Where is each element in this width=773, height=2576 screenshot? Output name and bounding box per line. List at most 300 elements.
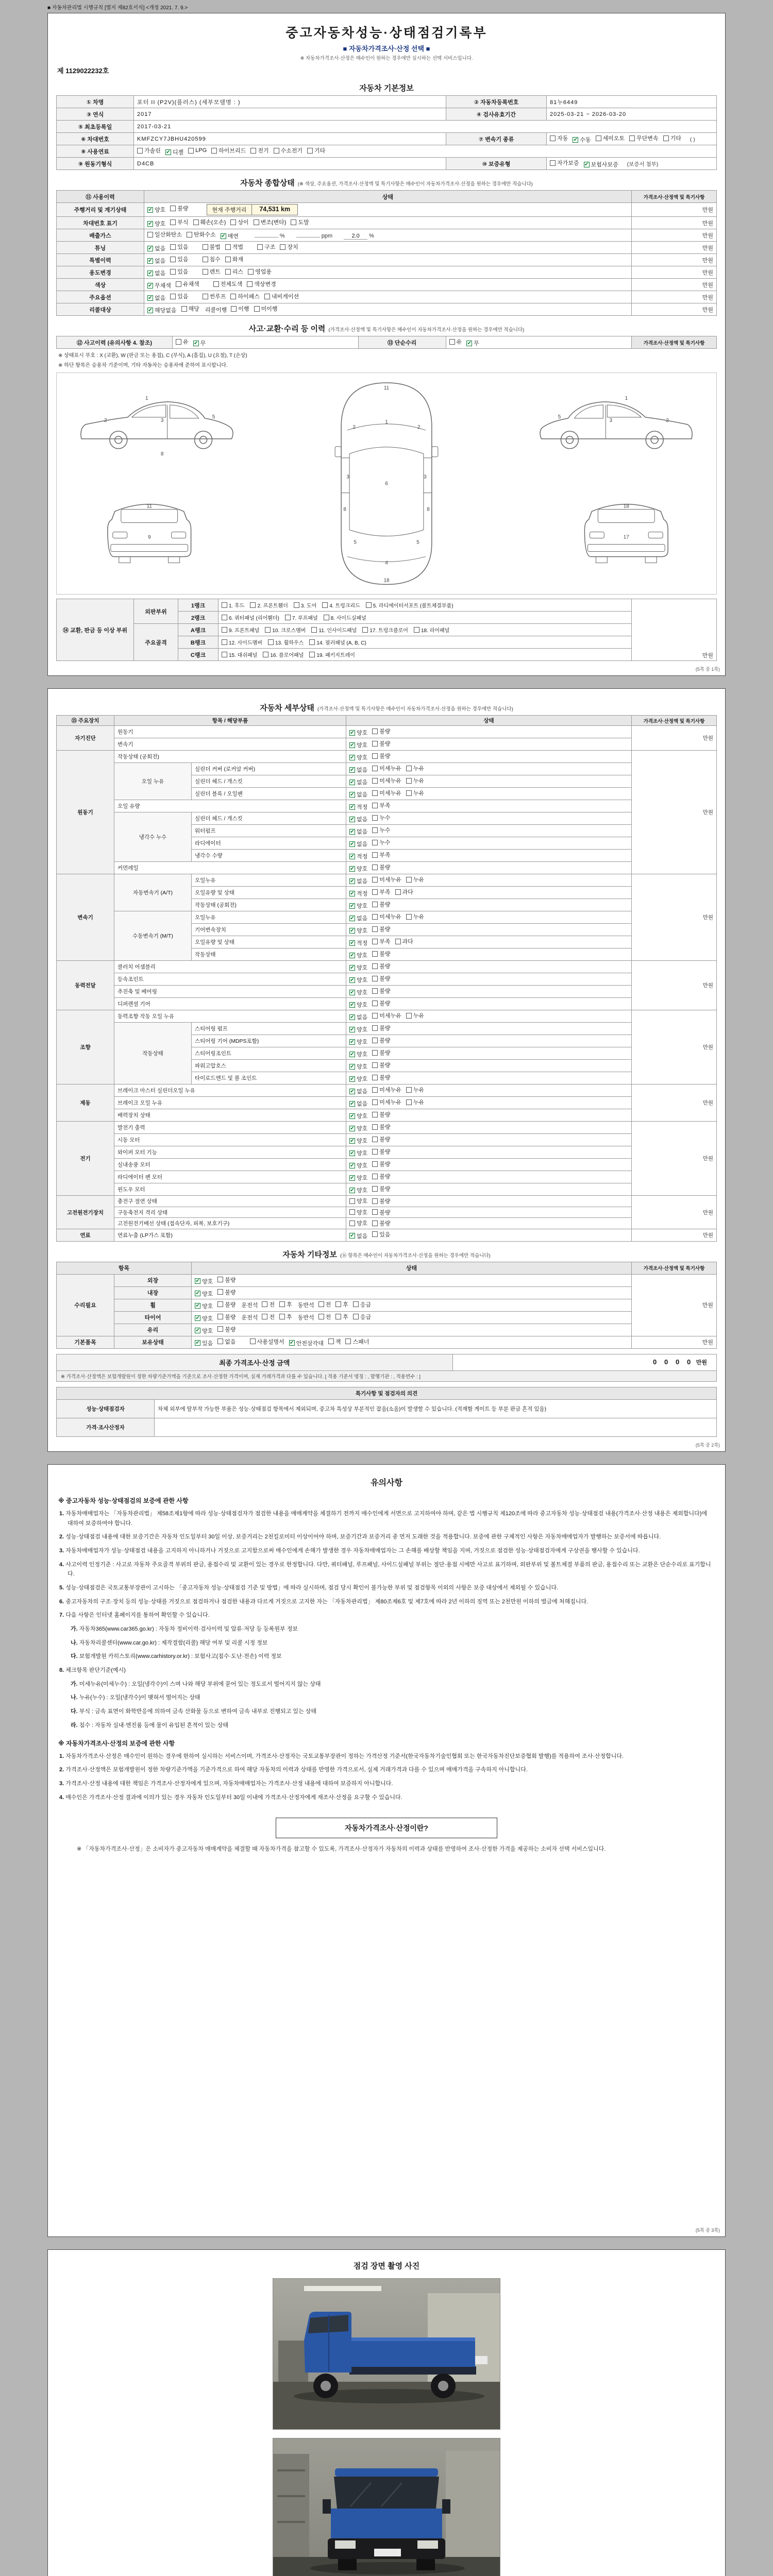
checkbox-option[interactable] (257, 243, 275, 251)
checkbox-unchecked[interactable] (213, 281, 219, 287)
checkbox-option[interactable] (195, 1277, 213, 1285)
checkbox-unchecked[interactable] (395, 939, 401, 944)
checkbox-option[interactable] (170, 243, 188, 251)
checkbox-checked[interactable]: ✔ (350, 1150, 355, 1156)
checkbox-unchecked[interactable] (263, 652, 268, 657)
checkbox-option[interactable] (349, 1013, 367, 1021)
checkbox-option[interactable] (170, 204, 188, 212)
checkbox-unchecked[interactable] (231, 306, 237, 312)
checkbox-option[interactable] (279, 1313, 292, 1321)
checkbox-option[interactable] (170, 218, 188, 226)
checkbox-unchecked[interactable] (225, 269, 231, 275)
checkbox-unchecked[interactable] (262, 1301, 267, 1307)
checkbox-option[interactable] (362, 626, 408, 634)
checkbox-unchecked[interactable] (372, 914, 378, 920)
checkbox-option[interactable] (349, 840, 367, 848)
checkbox-unchecked[interactable] (222, 627, 227, 633)
checkbox-unchecked[interactable] (322, 602, 328, 608)
checkbox-option[interactable] (406, 789, 424, 797)
checkbox-option[interactable] (193, 218, 226, 226)
checkbox-option[interactable] (222, 651, 257, 658)
checkbox-unchecked[interactable] (629, 135, 635, 141)
checkbox-unchecked[interactable] (217, 1338, 223, 1344)
checkbox-option[interactable] (349, 803, 367, 811)
checkbox-option[interactable] (629, 134, 659, 142)
checkbox-unchecked[interactable] (406, 914, 412, 920)
checkbox-checked[interactable]: ✔ (350, 952, 355, 958)
checkbox-option[interactable] (372, 974, 390, 982)
checkbox-option[interactable] (318, 1313, 331, 1321)
checkbox-option[interactable] (372, 1086, 401, 1094)
checkbox-checked[interactable]: ✔ (350, 890, 355, 896)
checkbox-unchecked[interactable] (372, 728, 378, 734)
checkbox-option[interactable] (349, 889, 367, 897)
checkbox-option[interactable] (372, 801, 390, 809)
checkbox-unchecked[interactable] (372, 1075, 378, 1080)
checkbox-checked[interactable]: ✔ (195, 1340, 200, 1346)
checkbox-option[interactable] (309, 651, 355, 658)
checkbox-unchecked[interactable] (222, 639, 227, 645)
checkbox-checked[interactable]: ✔ (350, 977, 355, 983)
checkbox-option[interactable] (203, 255, 221, 263)
checkbox-option[interactable] (349, 827, 367, 836)
checkbox-option[interactable] (289, 1339, 324, 1347)
checkbox-option[interactable] (280, 243, 298, 251)
checkbox-unchecked[interactable] (372, 1124, 378, 1130)
checkbox-option[interactable] (372, 727, 390, 735)
checkbox-option[interactable] (268, 638, 304, 646)
checkbox-checked[interactable]: ✔ (573, 137, 578, 143)
checkbox-unchecked[interactable] (170, 257, 176, 262)
checkbox-option[interactable] (349, 1075, 367, 1083)
checkbox-unchecked[interactable] (663, 135, 669, 141)
checkbox-unchecked[interactable] (217, 1326, 223, 1332)
checkbox-option[interactable] (372, 1147, 390, 1156)
checkbox-unchecked[interactable] (222, 652, 227, 657)
checkbox-option[interactable] (147, 294, 165, 302)
checkbox-option[interactable] (147, 257, 165, 265)
checkbox-option[interactable] (250, 601, 288, 609)
checkbox-unchecked[interactable] (211, 148, 217, 154)
checkbox-option[interactable] (349, 1186, 367, 1194)
checkbox-unchecked[interactable] (372, 778, 378, 784)
checkbox-checked[interactable]: ✔ (148, 295, 153, 301)
checkbox-option[interactable] (584, 160, 618, 168)
checkbox-checked[interactable]: ✔ (148, 282, 153, 289)
checkbox-option[interactable] (147, 269, 165, 277)
checkbox-unchecked[interactable] (372, 1137, 378, 1142)
checkbox-unchecked[interactable] (170, 219, 176, 225)
checkbox-unchecked[interactable] (372, 1161, 378, 1167)
checkbox-option[interactable] (225, 255, 243, 263)
checkbox-option[interactable] (170, 267, 188, 276)
checkbox-option[interactable] (349, 939, 367, 947)
checkbox-option[interactable] (181, 304, 199, 313)
checkbox-checked[interactable]: ✔ (350, 1138, 355, 1144)
checkbox-unchecked[interactable] (372, 852, 378, 858)
checkbox-checked[interactable]: ✔ (350, 1039, 355, 1045)
checkbox-option[interactable] (311, 626, 357, 634)
checkbox-option[interactable] (203, 292, 226, 300)
checkbox-option[interactable] (349, 865, 367, 873)
checkbox-unchecked[interactable] (203, 244, 208, 250)
checkbox-option[interactable] (372, 1184, 390, 1193)
checkbox-unchecked[interactable] (395, 889, 401, 895)
checkbox-option[interactable] (372, 900, 390, 908)
checkbox-unchecked[interactable] (217, 1301, 223, 1307)
checkbox-option[interactable] (176, 280, 199, 288)
checkbox-checked[interactable]: ✔ (148, 270, 153, 276)
checkbox-option[interactable] (596, 134, 625, 142)
checkbox-unchecked[interactable] (285, 615, 291, 620)
checkbox-option[interactable] (372, 1219, 390, 1227)
checkbox-option[interactable] (349, 1001, 367, 1009)
checkbox-option[interactable] (147, 306, 177, 314)
checkbox-unchecked[interactable] (203, 294, 208, 299)
checkbox-unchecked[interactable] (274, 148, 279, 154)
checkbox-option[interactable] (349, 1087, 367, 1095)
checkbox-unchecked[interactable] (372, 963, 378, 969)
checkbox-unchecked[interactable] (170, 206, 176, 211)
checkbox-option[interactable] (254, 304, 278, 313)
checkbox-option[interactable] (372, 789, 401, 797)
checkbox-checked[interactable]: ✔ (195, 1328, 200, 1334)
checkbox-option[interactable] (663, 134, 681, 142)
checkbox-option[interactable] (263, 651, 304, 658)
checkbox-option[interactable] (406, 912, 424, 921)
checkbox-option[interactable] (349, 877, 367, 885)
checkbox-option[interactable] (353, 1313, 371, 1321)
checkbox-unchecked[interactable] (264, 294, 270, 299)
checkbox-unchecked[interactable] (372, 1112, 378, 1117)
checkbox-unchecked[interactable] (309, 652, 315, 657)
checkbox-option[interactable] (349, 753, 367, 761)
checkbox-option[interactable] (372, 937, 390, 945)
checkbox-option[interactable] (230, 218, 248, 226)
checkbox-option[interactable] (195, 1290, 213, 1298)
checkbox-checked[interactable]: ✔ (350, 791, 355, 798)
checkbox-option[interactable] (372, 987, 390, 995)
checkbox-unchecked[interactable] (294, 602, 299, 608)
checkbox-checked[interactable]: ✔ (350, 915, 355, 921)
checkbox-unchecked[interactable] (596, 135, 601, 141)
checkbox-option[interactable] (318, 1300, 331, 1309)
checkbox-option[interactable] (170, 255, 188, 263)
checkbox-unchecked[interactable] (406, 766, 412, 771)
checkbox-option[interactable] (349, 741, 367, 749)
checkbox-unchecked[interactable] (406, 877, 412, 883)
checkbox-option[interactable] (349, 1174, 367, 1182)
checkbox-option[interactable] (195, 1339, 213, 1347)
checkbox-checked[interactable]: ✔ (350, 779, 355, 785)
checkbox-unchecked[interactable] (203, 269, 208, 275)
checkbox-option[interactable] (349, 976, 367, 984)
checkbox-unchecked[interactable] (147, 232, 153, 238)
checkbox-unchecked[interactable] (328, 1338, 334, 1344)
checkbox-option[interactable] (349, 1025, 367, 1033)
checkbox-unchecked[interactable] (254, 219, 259, 225)
checkbox-option[interactable] (372, 764, 401, 772)
checkbox-checked[interactable]: ✔ (350, 754, 355, 760)
checkbox-option[interactable] (147, 244, 165, 252)
checkbox-option[interactable] (203, 243, 221, 251)
checkbox-checked[interactable]: ✔ (195, 1291, 200, 1297)
checkbox-unchecked[interactable] (335, 1314, 341, 1319)
checkbox-option[interactable] (222, 601, 244, 609)
checkbox-unchecked[interactable] (372, 951, 378, 957)
checkbox-option[interactable] (406, 1098, 424, 1106)
checkbox-option[interactable] (372, 1172, 390, 1180)
checkbox-checked[interactable]: ✔ (350, 1187, 355, 1193)
checkbox-option[interactable] (349, 988, 367, 996)
checkbox-checked[interactable]: ✔ (350, 767, 355, 773)
checkbox-unchecked[interactable] (230, 294, 236, 299)
checkbox-option[interactable] (265, 626, 306, 634)
checkbox-unchecked[interactable] (247, 281, 253, 287)
checkbox-unchecked[interactable] (311, 627, 317, 633)
checkbox-unchecked[interactable] (372, 865, 378, 870)
checkbox-option[interactable] (335, 1313, 348, 1321)
checkbox-option[interactable] (225, 243, 243, 251)
checkbox-unchecked[interactable] (406, 1013, 412, 1019)
checkbox-unchecked[interactable] (414, 627, 419, 633)
checkbox-unchecked[interactable] (265, 627, 271, 633)
checkbox-unchecked[interactable] (353, 1301, 359, 1307)
checkbox-option[interactable] (372, 776, 401, 785)
checkbox-unchecked[interactable] (406, 778, 412, 784)
checkbox-option[interactable] (309, 638, 366, 646)
checkbox-option[interactable] (449, 337, 462, 346)
checkbox-checked[interactable]: ✔ (350, 1125, 355, 1131)
checkbox-option[interactable] (372, 739, 390, 748)
checkbox-option[interactable] (262, 1313, 275, 1321)
checkbox-unchecked[interactable] (349, 1221, 355, 1226)
checkbox-option[interactable] (349, 914, 367, 922)
checkbox-unchecked[interactable] (372, 1209, 378, 1215)
checkbox-unchecked[interactable] (372, 902, 378, 907)
checkbox-option[interactable] (349, 951, 367, 959)
checkbox-option[interactable] (225, 267, 243, 276)
checkbox-unchecked[interactable] (372, 840, 378, 845)
checkbox-checked[interactable]: ✔ (350, 1175, 355, 1181)
checkbox-unchecked[interactable] (372, 766, 378, 771)
checkbox-checked[interactable]: ✔ (350, 1233, 355, 1239)
checkbox-option[interactable] (264, 292, 299, 300)
checkbox-option[interactable] (349, 1232, 367, 1240)
checkbox-unchecked[interactable] (372, 889, 378, 895)
checkbox-checked[interactable]: ✔ (350, 1051, 355, 1057)
checkbox-option[interactable] (250, 1337, 284, 1346)
checkbox-option[interactable] (395, 888, 413, 896)
checkbox-option[interactable] (188, 147, 207, 154)
checkbox-option[interactable] (372, 888, 390, 896)
checkbox-unchecked[interactable] (406, 1099, 412, 1105)
checkbox-unchecked[interactable] (170, 294, 176, 299)
checkbox-checked[interactable]: ✔ (195, 1315, 200, 1321)
checkbox-checked[interactable]: ✔ (350, 1162, 355, 1168)
checkbox-option[interactable] (217, 1300, 236, 1309)
checkbox-option[interactable] (147, 206, 165, 214)
checkbox-unchecked[interactable] (372, 1001, 378, 1006)
checkbox-option[interactable] (349, 728, 367, 737)
checkbox-unchecked[interactable] (372, 1186, 378, 1192)
checkbox-unchecked[interactable] (193, 219, 199, 225)
checkbox-option[interactable] (222, 614, 279, 621)
checkbox-option[interactable] (372, 1048, 390, 1057)
checkbox-unchecked[interactable] (372, 1062, 378, 1068)
checkbox-option[interactable] (406, 1086, 424, 1094)
checkbox-option[interactable] (349, 926, 367, 935)
checkbox-option[interactable] (406, 875, 424, 884)
checkbox-unchecked[interactable] (372, 976, 378, 981)
checkbox-option[interactable] (349, 790, 367, 799)
checkbox-option[interactable] (372, 1197, 390, 1205)
checkbox-option[interactable] (372, 950, 390, 958)
checkbox-option[interactable] (372, 875, 401, 884)
checkbox-option[interactable] (247, 280, 276, 288)
checkbox-option[interactable] (349, 815, 367, 823)
checkbox-unchecked[interactable] (372, 1174, 378, 1179)
checkbox-unchecked[interactable] (176, 339, 181, 345)
checkbox-option[interactable] (372, 1024, 390, 1032)
checkbox-option[interactable] (349, 1208, 367, 1216)
checkbox-option[interactable] (222, 626, 259, 634)
checkbox-option[interactable] (250, 146, 268, 155)
checkbox-unchecked[interactable] (372, 1221, 378, 1226)
checkbox-checked[interactable]: ✔ (350, 903, 355, 909)
checkbox-checked[interactable]: ✔ (350, 964, 355, 971)
checkbox-option[interactable] (372, 1098, 401, 1106)
checkbox-option[interactable] (349, 1050, 367, 1058)
checkbox-checked[interactable]: ✔ (350, 841, 355, 847)
checkbox-unchecked[interactable] (318, 1301, 324, 1307)
checkbox-unchecked[interactable] (279, 1314, 285, 1319)
checkbox-unchecked[interactable] (353, 1314, 359, 1319)
checkbox-checked[interactable]: ✔ (350, 940, 355, 946)
checkbox-unchecked[interactable] (217, 1314, 223, 1319)
checkbox-unchecked[interactable] (372, 790, 378, 796)
checkbox-option[interactable] (349, 1099, 367, 1108)
checkbox-unchecked[interactable] (250, 1338, 256, 1344)
checkbox-option[interactable] (193, 339, 206, 347)
checkbox-option[interactable] (372, 838, 390, 846)
checkbox-unchecked[interactable] (372, 753, 378, 759)
checkbox-option[interactable] (147, 219, 165, 228)
checkbox-option[interactable] (195, 1327, 213, 1335)
checkbox-checked[interactable]: ✔ (350, 804, 355, 810)
checkbox-checked[interactable]: ✔ (350, 853, 355, 859)
checkbox-option[interactable] (307, 146, 325, 155)
checkbox-unchecked[interactable] (372, 1099, 378, 1105)
checkbox-option[interactable] (230, 292, 260, 300)
checkbox-option[interactable] (406, 764, 424, 772)
checkbox-unchecked[interactable] (406, 1087, 412, 1093)
checkbox-unchecked[interactable] (372, 1087, 378, 1093)
checkbox-option[interactable] (279, 1300, 292, 1309)
checkbox-unchecked[interactable] (372, 815, 378, 821)
checkbox-option[interactable] (372, 1036, 390, 1044)
checkbox-option[interactable] (324, 614, 366, 621)
checkbox-option[interactable] (372, 1123, 390, 1131)
checkbox-option[interactable] (187, 230, 216, 239)
checkbox-unchecked[interactable] (324, 615, 329, 620)
checkbox-unchecked[interactable] (372, 1050, 378, 1056)
checkbox-unchecked[interactable] (372, 1038, 378, 1043)
checkbox-unchecked[interactable] (372, 877, 378, 883)
checkbox-unchecked[interactable] (268, 639, 274, 645)
checkbox-option[interactable] (406, 776, 424, 785)
checkbox-unchecked[interactable] (366, 602, 372, 608)
checkbox-option[interactable] (170, 292, 188, 300)
checkbox-option[interactable] (217, 1337, 236, 1346)
checkbox-option[interactable] (274, 146, 303, 155)
checkbox-option[interactable] (254, 218, 287, 226)
checkbox-unchecked[interactable] (254, 306, 260, 312)
checkbox-unchecked[interactable] (372, 803, 378, 808)
checkbox-checked[interactable]: ✔ (467, 340, 472, 346)
checkbox-unchecked[interactable] (550, 160, 556, 166)
checkbox-checked[interactable]: ✔ (193, 340, 198, 346)
checkbox-checked[interactable]: ✔ (195, 1303, 200, 1309)
checkbox-unchecked[interactable] (372, 939, 378, 944)
checkbox-unchecked[interactable] (372, 1231, 378, 1237)
checkbox-option[interactable] (217, 1276, 236, 1284)
checkbox-unchecked[interactable] (349, 1209, 355, 1215)
checkbox-option[interactable] (406, 1011, 424, 1020)
checkbox-unchecked[interactable] (372, 926, 378, 932)
checkbox-checked[interactable]: ✔ (148, 307, 153, 313)
checkbox-checked[interactable]: ✔ (350, 816, 355, 822)
checkbox-option[interactable] (372, 1011, 401, 1020)
checkbox-option[interactable] (147, 281, 171, 290)
checkbox-option[interactable] (195, 1314, 213, 1323)
checkbox-checked[interactable]: ✔ (221, 233, 226, 239)
checkbox-unchecked[interactable] (362, 627, 368, 633)
checkbox-unchecked[interactable] (335, 1301, 341, 1307)
checkbox-option[interactable] (165, 148, 183, 156)
checkbox-option[interactable] (217, 1325, 236, 1333)
checkbox-option[interactable] (211, 146, 246, 155)
checkbox-option[interactable] (466, 339, 479, 347)
checkbox-option[interactable] (285, 614, 318, 621)
checkbox-option[interactable] (176, 337, 189, 346)
checkbox-option[interactable] (322, 601, 360, 609)
checkbox-option[interactable] (147, 230, 182, 239)
checkbox-unchecked[interactable] (449, 339, 455, 345)
checkbox-unchecked[interactable] (372, 1149, 378, 1155)
checkbox-checked[interactable]: ✔ (166, 149, 171, 155)
checkbox-option[interactable] (349, 1197, 367, 1205)
checkbox-unchecked[interactable] (250, 602, 256, 608)
checkbox-checked[interactable]: ✔ (350, 1076, 355, 1082)
checkbox-unchecked[interactable] (318, 1314, 324, 1319)
checkbox-checked[interactable]: ✔ (350, 1113, 355, 1119)
checkbox-checked[interactable]: ✔ (350, 866, 355, 872)
checkbox-option[interactable] (372, 999, 390, 1007)
checkbox-unchecked[interactable] (203, 257, 208, 262)
checkbox-checked[interactable]: ✔ (350, 1002, 355, 1008)
checkbox-checked[interactable]: ✔ (350, 1014, 355, 1020)
checkbox-unchecked[interactable] (222, 602, 227, 608)
checkbox-checked[interactable]: ✔ (350, 730, 355, 736)
checkbox-option[interactable] (372, 752, 390, 760)
checkbox-unchecked[interactable] (217, 1289, 223, 1295)
checkbox-option[interactable] (349, 1062, 367, 1071)
checkbox-unchecked[interactable] (372, 741, 378, 747)
checkbox-unchecked[interactable] (280, 244, 285, 250)
checkbox-unchecked[interactable] (225, 257, 231, 262)
checkbox-option[interactable] (372, 863, 390, 871)
